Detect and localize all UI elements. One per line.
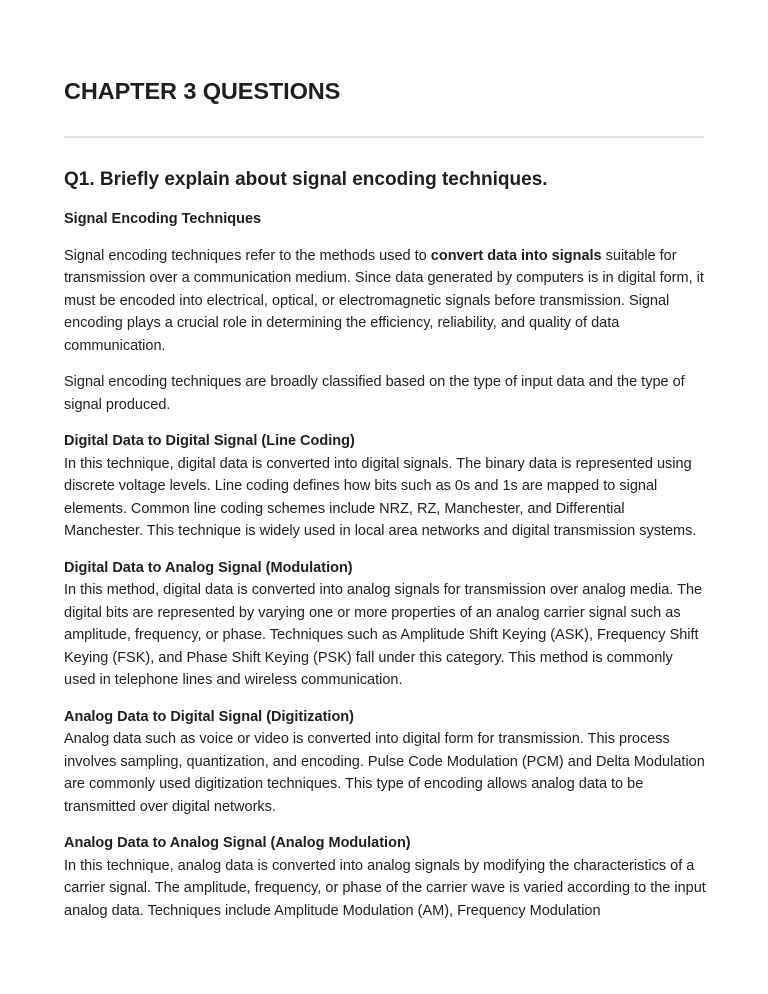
section-text: In this method, digital data is converted into analog signals for transmission over analog media. The digital bits are represented by varying one or more properties of an analog carrier signal such as amplitude, frequency, or phase. Techniques such as Amplitude Shift Keying (ASK), Frequency Shift Keying (FSK), and Phase Shift Keying (PSK) fall under this category. This method is commonly used in telephone lines and wireless communication. xyxy=(64,582,703,688)
section-analog-to-digital xyxy=(64,706,706,819)
section-text: In this technique, digital data is converted into digital signals. The binary data is represented using discrete voltage levels. Line coding defines how bits such as 0s and 1s are mapped to signal elements. Common line coding schemes include NRZ, RZ, Manchester, and Differential Manchester. This technique is widely used in local area networks and digital transmission systems. xyxy=(64,455,697,539)
answer-body xyxy=(64,208,706,936)
section-title: Analog Data to Analog Signal (Analog Modulation) xyxy=(64,835,411,851)
intro-text-start: Signal encoding techniques refer to the methods used to xyxy=(64,247,431,264)
section-title: Digital Data to Analog Signal (Modulation) xyxy=(64,559,353,576)
question-title: Q1. Briefly explain about signal encoding techniques. xyxy=(64,169,548,190)
section-text: In this technique, analog data is converted into analog signals by modifying the characteristics of a carrier signal. The amplitude, frequency, or phase of the carrier wave is varied according to the input analog data. Techniques include Amplitude Modulation (AM), Frequency Modulation xyxy=(64,857,706,919)
section-digital-to-analog xyxy=(64,557,706,692)
section-divider xyxy=(64,136,704,138)
intro-paragraph xyxy=(64,245,706,358)
section-text: Analog data such as voice or video is converted into digital form for transmission. This process involves sampling, quantization, and encoding. Pulse Code Modulation (PCM) and Delta Modulation are commonly used digitization techniques. This type of encoding allows analog data to be transmitted over digital networks. xyxy=(64,731,705,815)
section-title: Analog Data to Digital Signal (Digitization) xyxy=(64,708,354,725)
section-analog-to-analog xyxy=(64,832,706,922)
answer-subheading: Signal Encoding Techniques xyxy=(64,211,262,227)
section-title: Digital Data to Digital Signal (Line Coding) xyxy=(64,433,355,449)
intro-emphasis: convert data into signals xyxy=(430,247,602,264)
chapter-title: CHAPTER 3 QUESTIONS xyxy=(64,78,341,104)
section-digital-to-digital xyxy=(64,430,706,543)
intro-text-end: suitable for transmission over a communication medium. Since data generated by computers is in digital form, it must be encoded into electrical, optical, or electromagnetic signals before transmission. Signal encoding plays a crucial role in determining the efficiency, reliability, and quality of data communication. xyxy=(64,247,704,354)
classification-paragraph: Signal encoding techniques are broadly classified based on the type of input data and the type of signal produced. xyxy=(64,374,685,413)
